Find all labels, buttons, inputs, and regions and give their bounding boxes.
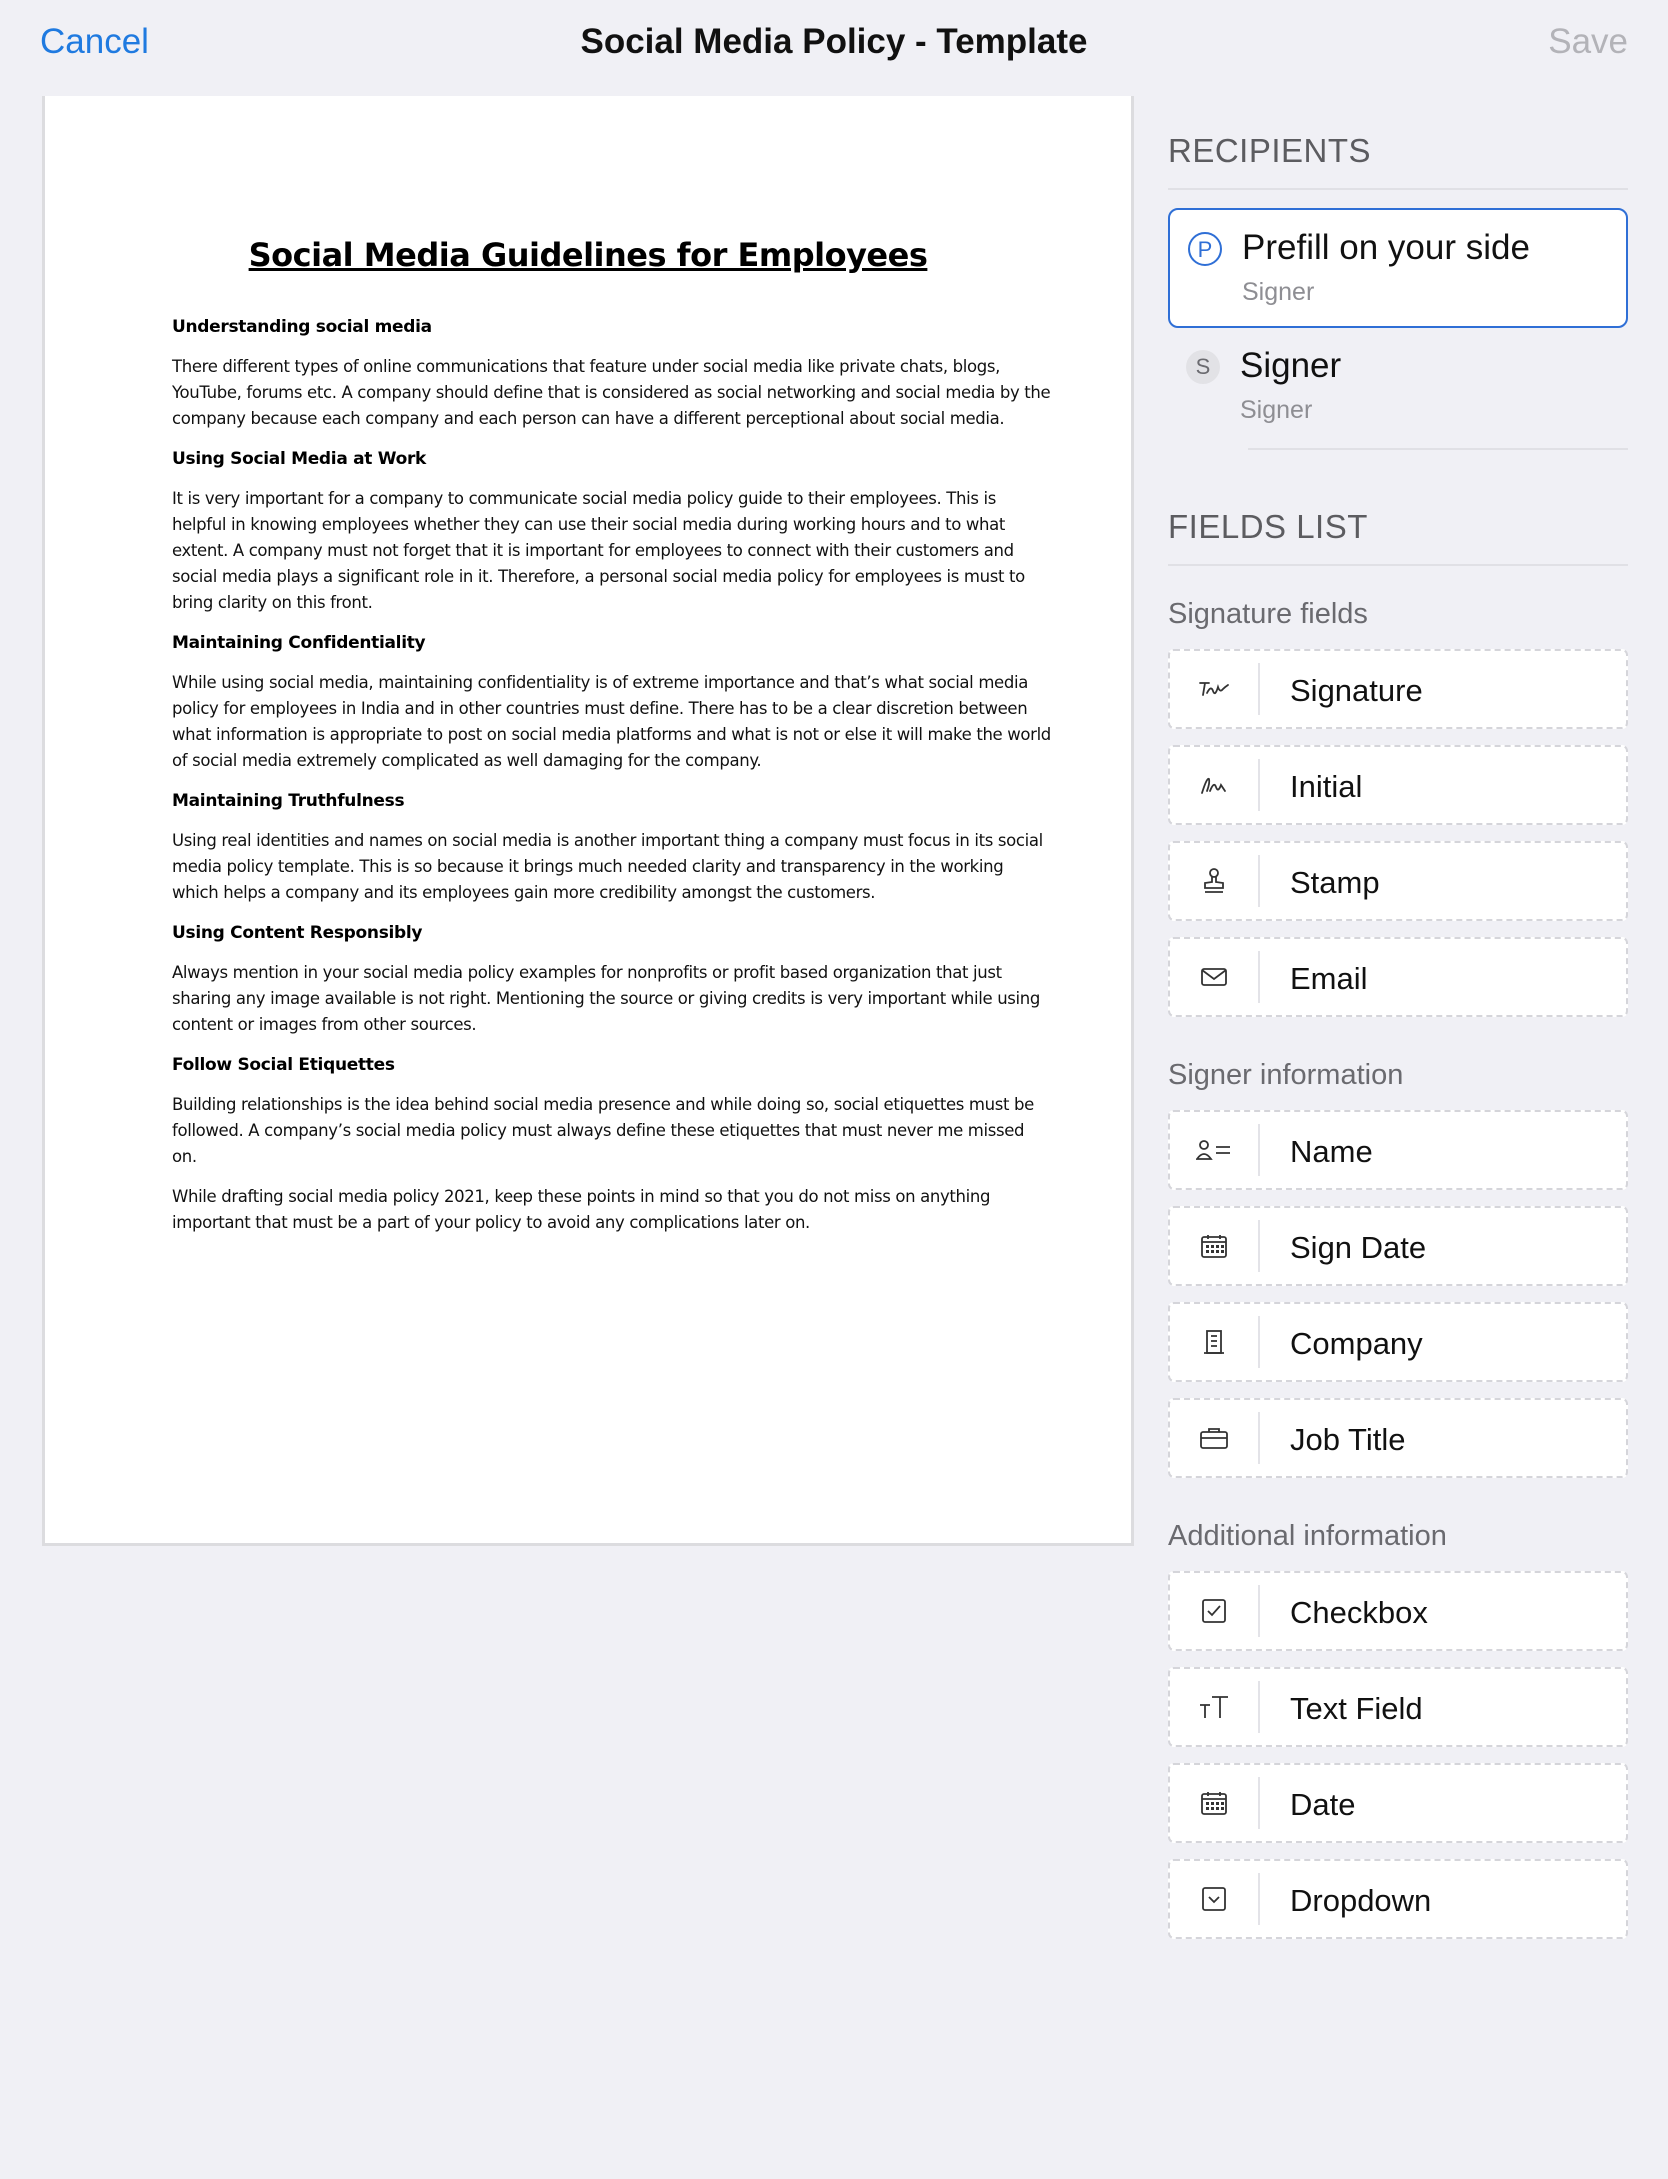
text-size-icon [1170, 1669, 1258, 1745]
separator [1258, 951, 1260, 1003]
section-paragraph: While using social media, maintaining confidentiality is of extreme importance and that’s what social media policy for employees in India and in other countries must define. There has to be a clear discretion between what information is appropriate to post on social media platforms and what is not or else it will make the world of social media extremely complicated as well damaging for the company. [172, 673, 1051, 770]
field-checkbox[interactable] [1168, 1571, 1628, 1651]
separator [1258, 1124, 1260, 1176]
field-initial[interactable] [1168, 745, 1628, 825]
separator [1258, 1316, 1260, 1368]
save-button[interactable]: Save [1548, 22, 1628, 61]
field-label: Initial [1290, 769, 1363, 804]
recipient-prefill[interactable] [1168, 208, 1628, 328]
field-sign-date[interactable] [1168, 1206, 1628, 1286]
separator [1258, 1412, 1260, 1464]
section-heading: Maintaining Confidentiality [172, 633, 426, 653]
field-label: Stamp [1290, 865, 1380, 900]
field-label: Email [1290, 961, 1368, 996]
document-section [172, 1052, 1052, 1236]
separator [1258, 1873, 1260, 1925]
section-paragraph: There different types of online communications that feature under social media like private chats, blogs, YouTube, forums etc. A company should define that is considered as social networking and social media by the company because each company and each person can have a different perceptional about social media. [172, 357, 1051, 428]
field-label: Date [1290, 1787, 1356, 1822]
recipient-name: Signer [1240, 346, 1342, 385]
field-label: Name [1290, 1134, 1373, 1169]
group-label-additional-information: Additional information [1168, 1520, 1447, 1552]
field-job-title[interactable] [1168, 1398, 1628, 1478]
section-paragraph: While drafting social media policy 2021, keep these points in mind so that you do not miss on anything important that must be a part of your policy to avoid any complications later on. [172, 1187, 991, 1232]
recipients-header: RECIPIENTS [1168, 132, 1372, 169]
person-list-icon [1170, 1112, 1258, 1188]
section-paragraph: It is very important for a company to communicate social media policy guide to their employees. This is helpful in knowing employees whether they can use their social media during working hours and to what extent. A company must not forget that it is important for employees to connect with their customers and social media plays a significant role in it. Therefore, a personal social media policy for employees is must to bring clarity on this front. [172, 489, 1025, 612]
field-email[interactable] [1168, 937, 1628, 1017]
fields-list-header: FIELDS LIST [1168, 508, 1368, 545]
separator [1258, 1220, 1260, 1272]
field-label: Signature [1290, 673, 1423, 708]
field-label: Checkbox [1290, 1595, 1428, 1630]
document-section [172, 446, 1052, 616]
signature-icon [1170, 651, 1258, 727]
dropdown-icon [1170, 1861, 1258, 1937]
field-label: Company [1290, 1326, 1423, 1361]
field-text-field[interactable] [1168, 1667, 1628, 1747]
field-date[interactable] [1168, 1763, 1628, 1843]
section-heading: Using Social Media at Work [172, 449, 427, 469]
recipient-role: Signer [1240, 396, 1313, 424]
section-paragraph: Always mention in your social media policy examples for nonprofits or profit based organization that just sharing any image available is not right. Mentioning the source or giving credits is very important while using content or images from other sources. [172, 963, 1041, 1034]
section-heading: Understanding social media [172, 317, 432, 337]
stamp-icon [1170, 843, 1258, 919]
field-signature[interactable] [1168, 649, 1628, 729]
section-paragraph: Building relationships is the idea behind social media presence and while doing so, social etiquettes must be followed. A company’s social media policy must always define these etiquettes that must never me missed on. [172, 1095, 1034, 1166]
recipient-badge: S [1186, 350, 1220, 384]
document-body [172, 314, 1052, 1250]
recipient-badge: P [1188, 232, 1222, 266]
section-heading: Maintaining Truthfulness [172, 791, 405, 811]
recipient-signer[interactable] [1168, 328, 1628, 448]
separator [1258, 1777, 1260, 1829]
cancel-button[interactable]: Cancel [40, 22, 149, 61]
separator [1258, 1681, 1260, 1733]
calendar-icon [1170, 1208, 1258, 1284]
recipient-role: Signer [1242, 278, 1315, 306]
page-title: Social Media Policy - Template [580, 22, 1088, 61]
field-label: Dropdown [1290, 1883, 1432, 1918]
field-label: Text Field [1290, 1691, 1423, 1726]
recipient-name: Prefill on your side [1242, 228, 1530, 267]
group-label-signer-information: Signer information [1168, 1059, 1404, 1091]
initial-icon [1170, 747, 1258, 823]
briefcase-icon [1170, 1400, 1258, 1476]
field-label: Sign Date [1290, 1230, 1427, 1265]
document-title: Social Media Guidelines for Employees [248, 236, 928, 274]
document-page[interactable] [42, 96, 1134, 1546]
field-stamp[interactable] [1168, 841, 1628, 921]
document-section [172, 630, 1052, 774]
field-label: Job Title [1290, 1422, 1406, 1457]
calendar-icon [1170, 1765, 1258, 1841]
section-heading: Using Content Responsibly [172, 923, 423, 943]
separator [1258, 1585, 1260, 1637]
section-heading: Follow Social Etiquettes [172, 1055, 395, 1075]
divider [1248, 448, 1628, 450]
divider [1168, 564, 1628, 566]
side-panel [1168, 96, 1628, 1955]
document-section [172, 314, 1052, 432]
field-company[interactable] [1168, 1302, 1628, 1382]
divider [1168, 188, 1628, 190]
envelope-icon [1170, 939, 1258, 1015]
separator [1258, 663, 1260, 715]
field-dropdown[interactable] [1168, 1859, 1628, 1939]
separator [1258, 759, 1260, 811]
checkbox-icon [1170, 1573, 1258, 1649]
document-section [172, 788, 1052, 906]
document-section [172, 920, 1052, 1038]
section-paragraph: Using real identities and names on social media is another important thing a company must focus in its social media policy template. This is so because it brings much needed clarity and transparency in the working which helps a company and its employees gain more credibility amongst the customers. [172, 831, 1043, 902]
building-icon [1170, 1304, 1258, 1380]
separator [1258, 855, 1260, 907]
navigation-bar [0, 0, 1668, 92]
group-label-signature-fields: Signature fields [1168, 598, 1368, 630]
field-name[interactable] [1168, 1110, 1628, 1190]
